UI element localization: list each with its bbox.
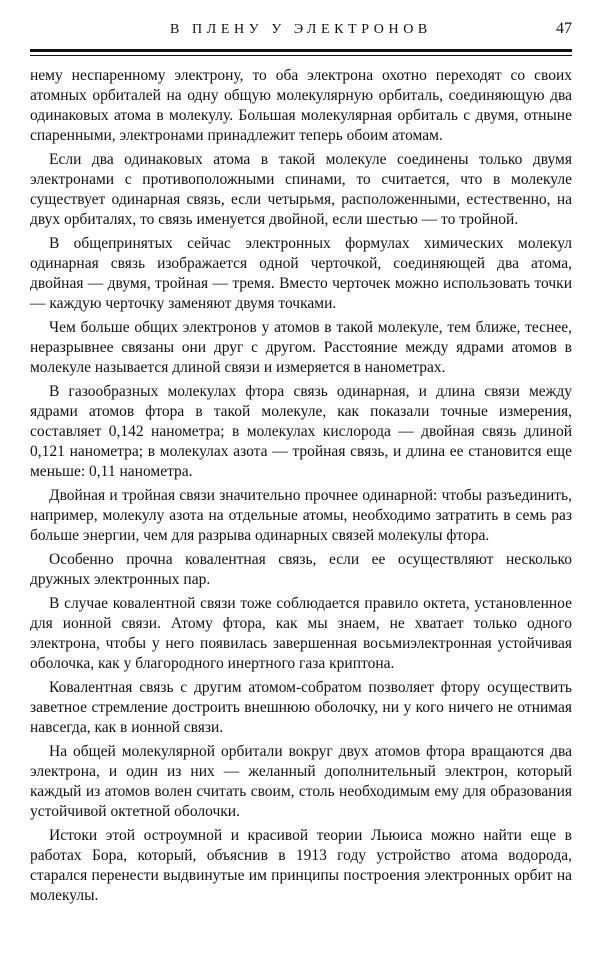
paragraph: Ковалентная связь с другим атомом-собратом позволяет фтору осуществить заветное стремление достроить внешнюю оболочку, ни у кого ничего не отнимая навсегда, как в ионной связи. [30, 679, 572, 736]
paragraph: Двойная и тройная связи значительно прочнее одинарной: чтобы разъединить, например, молекулу азота на отдельные атомы, необходимо затратить в семь раз больше энергии, чем для разрыва одинарных связей молекулы фтора. [30, 487, 572, 544]
paragraph: В общепринятых сейчас электронных формулах химических молекул одинарная связь изображается одной черточкой, соединяющей два атома, двойная — двумя, тройная — тремя. Вместо черточек можно использовать точки — каждую черточку заменяют двумя точками. [30, 235, 572, 312]
header-rule-thick [30, 49, 572, 52]
page-number: 47 [556, 20, 572, 37]
paragraph: Чем больше общих электронов у атомов в такой молекуле, тем ближе, теснее, неразрывнее связаны они друг с другом. Расстояние между ядрами атомов в молекуле называется длиной связи и измеряется в нанометрах. [30, 319, 572, 376]
header-rule-thin [30, 55, 572, 56]
paragraph: В газообразных молекулах фтора связь одинарная, и длина связи между ядрами атомов фтора в такой молекуле, как показали точные измерения, составляет 0,142 нанометра; в молекулах кислорода — двойная связь длиной 0,121 нанометра; в молекулах азота — тройная связь, и длина ее становится еще меньше: 0,11 нанометра. [30, 383, 572, 480]
page-header [30, 22, 572, 42]
body-text [30, 66, 572, 910]
paragraph: В случае ковалентной связи тоже соблюдается правило октета, установленное для ионной связи. Атому фтора, как мы знаем, не хватает только одного электрона, чтобы у него появилась завершенная восьмиэлектронная устойчивая оболочка, как у благородного инертного газа криптона. [30, 595, 572, 672]
paragraph: Если два одинаковых атома в такой молекуле соединены только двумя электронами с противоположными спинами, то считается, что в молекуле существует одинарная связь, если четырьмя, расположенными, естественно, на двух орбиталях, то связь именуется двойной, если шестью — то тройной. [30, 151, 572, 228]
paragraph: Истоки этой остроумной и красивой теории Льюиса можно найти еще в работах Бора, который, объяснив в 1913 году устройство атома водорода, старался перенести выдвинутые им принципы построения электронных орбит на молекулы. [30, 827, 572, 904]
paragraph: На общей молекулярной орбитали вокруг двух атомов фтора вращаются два электрона, и один из них — желанный дополнительный электрон, который каждый из атомов волен считать своим, столь необходимым ему для образования устойчивой октетной оболочки. [30, 743, 572, 820]
paragraph-continued: нему неспаренному электрону, то оба электрона охотно переходят со своих атомных орбиталей на одну общую молекулярную орбиталь, соединяющую два одинаковых атома в молекулу. Большая молекулярная орбиталь с двумя, отныне спаренными, электронами принадлежит теперь обоим атомам. [30, 67, 572, 144]
paragraph: Особенно прочна ковалентная связь, если ее осуществляют несколько дружных электронных пар. [30, 551, 572, 588]
running-title: В ПЛЕНУ У ЭЛЕКТРОНОВ [170, 22, 432, 37]
